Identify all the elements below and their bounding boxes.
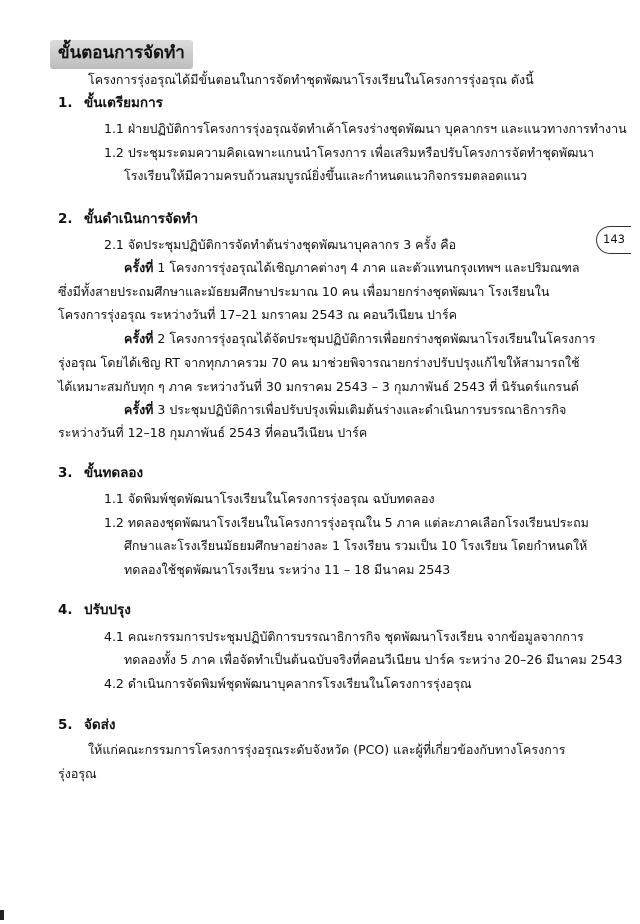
section-2-number: 2. [58, 211, 73, 227]
section-4-line: 4.2 ดำเนินการจัดพิมพ์ชุดพัฒนาบุคลากรโรงเรียนในโครงการรุ่งอรุณ [104, 676, 472, 691]
section-2-line: ซึ่งมีทั้งสายประถมศึกษาและมัธยมศึกษาประมาณ 10 คน เพื่อมายกร่างชุดพัฒนา โรงเรียนใน [58, 284, 550, 299]
round-label: ครั้งที่ [124, 402, 154, 417]
section-2-round-2 [124, 330, 595, 348]
section-4-line: 4.1 คณะกรรมการประชุมปฏิบัติการบรรณาธิการกิจ ชุดพัฒนาโรงเรียน จากข้อมูลจากการ [104, 629, 584, 644]
section-2-line: ระหว่างวันที่ 12–18 กุมภาพันธ์ 2543 ที่คอนวีเนียน ปาร์ค [58, 425, 368, 440]
section-5-line: รุ่งอรุณ [58, 766, 97, 781]
round-label: ครั้งที่ [124, 331, 154, 346]
section-5-line: ให้แก่คณะกรรมการโครงการรุ่งอรุณระดับจังหวัด (PCO) และผู้ที่เกี่ยวข้องกับทางโครงการ [88, 742, 566, 757]
intro-text: โครงการรุ่งอรุณได้มีขั้นตอนในการจัดทำชุดพัฒนาโรงเรียนในโครงการรุ่งอรุณ ดังนี้ [88, 72, 534, 87]
section-2-line: 2.1 จัดประชุมปฏิบัติการจัดทำต้นร่างชุดพัฒนาบุคลากร 3 ครั้ง คือ [104, 237, 457, 252]
section-1-line: 1.2 ประชุมระดมความคิดเฉพาะแกนนำโครงการ เพื่อเสริมหรือปรับโครงการจัดทำชุดพัฒนา [104, 145, 595, 160]
section-2-line: 1 โครงการรุ่งอรุณได้เชิญภาคต่างๆ 4 ภาค และตัวแทนกรุงเทพฯ และปริมณฑล [157, 260, 580, 275]
page-title: ขั้นตอนการจัดทำ [50, 40, 193, 69]
section-2-line: 2 โครงการรุ่งอรุณได้จัดประชุมปฏิบัติการเพื่อยกร่างชุดพัฒนาโรงเรียนในโครงการ [157, 331, 596, 346]
section-2-round-3 [124, 401, 566, 419]
section-1-line: 1.1 ฝ่ายปฏิบัติการโครงการรุ่งอรุณจัดทำเค้าโครงร่างชุดพัฒนา บุคลากรฯ และแนวทางการทำงาน [104, 121, 627, 136]
section-2-line: ได้เหมาะสมกับทุก ๆ ภาค ระหว่างวันที่ 30 มกราคม 2543 – 3 กุมภาพันธ์ 2543 ที่ นิรันดร์แกรนด์ [58, 379, 579, 394]
section-5-heading: จัดส่ง [84, 717, 116, 733]
section-2-heading: ขั้นดำเนินการจัดทำ [84, 211, 199, 227]
section-1-heading: ขั้นเตรียมการ [84, 95, 163, 111]
section-1-line: โรงเรียนให้มีความครบถ้วนสมบูรณ์ยิ่งขึ้นและกำหนดแนวกิจกรรมตลอดแนว [124, 168, 528, 183]
section-4-number: 4. [58, 602, 73, 618]
section-3-heading: ขั้นทดลอง [84, 465, 144, 481]
section-4-line: ทดลองทั้ง 5 ภาค เพื่อจัดทำเป็นต้นฉบับจริงที่คอนวีเนียน ปาร์ค ระหว่าง 20–26 มีนาคม 2543 [124, 652, 623, 667]
section-3-line: ทดลองใช้ชุดพัฒนาโรงเรียน ระหว่าง 11 – 18 มีนาคม 2543 [124, 562, 451, 577]
round-label: ครั้งที่ [124, 260, 154, 275]
section-2-round-1 [124, 259, 580, 277]
section-1-number: 1. [58, 95, 73, 111]
section-2-line: 3 ประชุมปฏิบัติการเพื่อปรับปรุงเพิ่มเติมต้นร่างและดำเนินการบรรณาธิการกิจ [157, 402, 567, 417]
section-2-line: รุ่งอรุณ โดยได้เชิญ RT จากทุกภาครวม 70 คน มาช่วยพิจารณายกร่างปรับปรุงแก้ไขให้สามารถใช้ [58, 355, 580, 370]
section-3-line: 1.1 จัดพิมพ์ชุดพัฒนาโรงเรียนในโครงการรุ่งอรุณ ฉบับทดลอง [104, 491, 435, 506]
section-2-line: โครงการรุ่งอรุณ ระหว่างวันที่ 17–21 มกราคม 2543 ณ คอนวีเนียน ปาร์ค [58, 307, 458, 322]
section-5-number: 5. [58, 717, 73, 733]
section-3-line: ศึกษาและโรงเรียนมัธยมศึกษาอย่างละ 1 โรงเรียน รวมเป็น 10 โรงเรียน โดยกำหนดให้ [124, 538, 588, 553]
section-3-line: 1.2 ทดลองชุดพัฒนาโรงเรียนในโครงการรุ่งอรุณใน 5 ภาค แต่ละภาคเลือกโรงเรียนประถม [104, 515, 589, 530]
page-number: 143 [596, 226, 631, 254]
scan-edge-mark [0, 910, 4, 920]
section-4-heading: ปรับปรุง [84, 602, 131, 618]
section-3-number: 3. [58, 465, 73, 481]
